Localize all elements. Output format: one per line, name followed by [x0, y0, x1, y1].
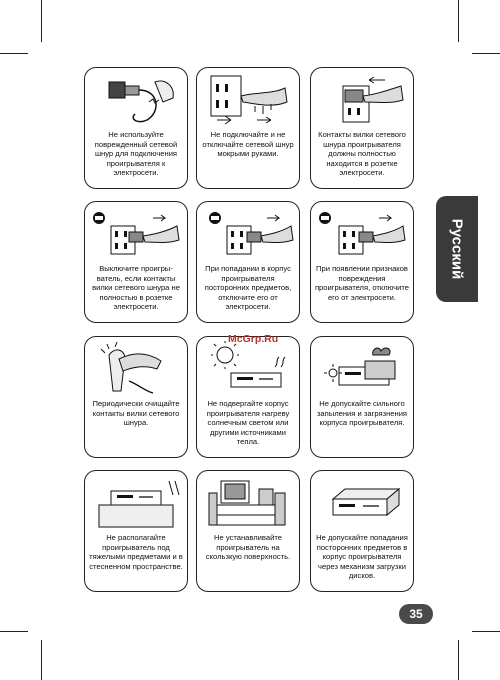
warning-caption: Не допускайте сильного запыления и загрязнения корпуса проигрывателя. [316, 399, 408, 428]
warning-card-wet-hands [196, 67, 300, 189]
warning-caption: Не устанавливайте проигрыватель на скользкую поверхность. [205, 533, 291, 562]
warning-card-dust [310, 336, 414, 458]
crop-mark [458, 640, 459, 680]
warning-caption: Периодически очищайте контакты вилки сетевого шнура. [92, 399, 180, 428]
warning-caption: Контакты вилки сетевого шнура проигрывателя должны полностью находится в розетке электросети. [318, 130, 406, 178]
crop-mark [472, 631, 500, 632]
wet-hands-illustration [201, 72, 297, 128]
warning-card-heat-sunlight [196, 336, 300, 458]
damaged-cord-illustration [89, 72, 185, 128]
warning-card-loose-plug [84, 201, 188, 323]
clean-plug-illustration [89, 341, 185, 397]
warning-card-slippery-surface [196, 470, 300, 592]
stacked-equipment-illustration [201, 475, 297, 531]
warning-card-disc-tray [310, 470, 414, 592]
crop-mark [472, 53, 500, 54]
warning-card-foreign-objects [196, 201, 300, 323]
warning-caption: Выключите проигры-ватель, если контакты вилки сетевого шнура не полностью в розетке электросети. [92, 264, 180, 312]
crop-mark [458, 0, 459, 42]
warning-caption: При появлении признаков повреждения проигрывателя, отключите его от электросети. [314, 264, 410, 302]
warning-caption: Не используйте поврежденный сетевой шнур для подключения проигрывателя к электросети. [94, 130, 178, 178]
watermark: McGrp.Ru [228, 333, 279, 345]
plug-inserted-illustration [315, 72, 411, 128]
warning-caption: Не подключайте и не отключайте сетевой шнур мокрыми руками. [202, 130, 294, 159]
warning-caption: Не располагайте проигрыватель под тяжелыми предметами и в стесненном пространстве. [89, 533, 183, 571]
crop-mark [0, 53, 28, 54]
loose-plug-illustration [89, 206, 185, 262]
crop-mark [0, 631, 28, 632]
warning-caption: Не допускайте попадания посторонних предметов в корпус проигрывателя через механизм загрузки дисков. [316, 533, 408, 581]
player-tray-illustration [315, 475, 411, 531]
confined-space-illustration [89, 475, 185, 531]
warning-card-clean-contacts [84, 336, 188, 458]
crop-mark [41, 640, 42, 680]
unplug-illustration [315, 206, 411, 262]
language-tab [436, 196, 478, 302]
unplug-illustration [201, 206, 297, 262]
warning-caption: При попадании в корпус проигрывателя посторонних предметов, отключите его от электросети. [204, 264, 292, 312]
warning-card-damaged-cord [84, 67, 188, 189]
warning-card-damage-signs [310, 201, 414, 323]
warning-card-heavy-objects [84, 470, 188, 592]
language-tab-label: Русский [448, 218, 466, 280]
sunlight-player-illustration [201, 341, 297, 397]
dust-player-illustration [315, 341, 411, 397]
warning-card-plug-fully-inserted [310, 67, 414, 189]
crop-mark [41, 0, 42, 42]
page-number: 35 [399, 604, 433, 624]
warning-caption: Не подвергайте корпус проигрывателя нагреву солнечным светом или другими источниками тепла. [206, 399, 290, 447]
